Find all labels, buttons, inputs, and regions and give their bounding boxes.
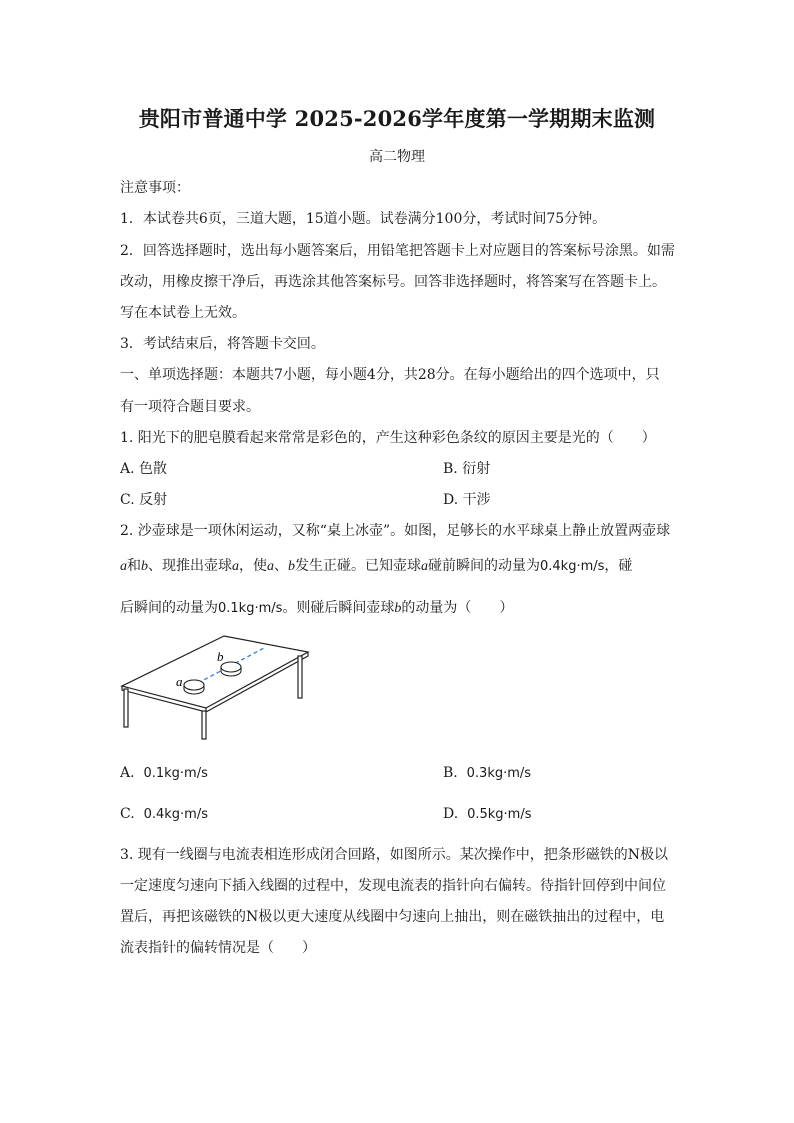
q1-option-a: A. 色散 bbox=[120, 461, 168, 477]
q2-stem-line-2 bbox=[120, 555, 632, 575]
q2-option-b bbox=[443, 765, 531, 781]
q1-stem: 1. 阳光下的肥皂膜看起来常常是彩色的，产生这种彩色条纹的原因主要是光的（ ） bbox=[120, 430, 656, 446]
q2-option-c bbox=[120, 806, 208, 822]
q1-option-c: C. 反射 bbox=[120, 492, 168, 508]
note-2-line-3: 写在本试卷上无效。 bbox=[120, 305, 246, 321]
var-b: b bbox=[141, 559, 148, 574]
option-letter: C. bbox=[120, 806, 135, 822]
section-1-heading-line-1: 一、单项选择题：本题共7小题，每小题4分，共28分。在每小题给出的四个选项中，只 bbox=[120, 367, 660, 383]
notes-heading: 注意事项： bbox=[120, 180, 190, 196]
q2-text: 。则碰后瞬间壶球 bbox=[282, 600, 395, 616]
var-b: b bbox=[394, 601, 402, 616]
var-a: a bbox=[421, 559, 428, 574]
q2-stem-line-1: 2. 沙壶球是一项休闲运动，又称“桌上冰壶”。如图，足够长的水平球桌上静止放置两壶球 bbox=[120, 523, 671, 539]
note-3: 3．考试结束后，将答题卡交回。 bbox=[120, 336, 325, 352]
exam-title: 贵阳市普通中学 2025-2026学年度第一学期期末监测 bbox=[138, 106, 656, 131]
q2-text: 发生正碰。已知壶球 bbox=[295, 558, 421, 574]
q2-text: ，碰 bbox=[604, 558, 633, 574]
section-1-heading-line-2: 有一项符合题目要求。 bbox=[120, 399, 260, 415]
note-2-line-2: 改动，用橡皮擦干净后，再选涂其他答案标号。回答非选择题时，将答案写在答题卡上。 bbox=[120, 274, 666, 290]
q2-text: ，使 bbox=[239, 558, 267, 574]
var-b: b bbox=[288, 559, 295, 574]
q2-option-a bbox=[120, 765, 208, 781]
q2-text: 碰前瞬间的动量为 bbox=[428, 558, 540, 574]
q2-option-d bbox=[443, 806, 532, 822]
q1-option-d: D. 干涉 bbox=[443, 492, 491, 508]
puck-a bbox=[184, 680, 204, 694]
option-value: 0.3kg·m/s bbox=[466, 766, 532, 781]
q3-stem-line-4: 流表指针的偏转情况是（ ） bbox=[120, 940, 316, 956]
var-a: a bbox=[232, 559, 239, 574]
option-letter: B. bbox=[443, 765, 458, 781]
q2-stem-line-3 bbox=[120, 597, 513, 617]
option-value: 0.1kg·m/s bbox=[143, 766, 208, 781]
q3-stem-line-2: 一定速度匀速向下插入线圈的过程中，发现电流表的指针向右偏转。待指针回停到中间位 bbox=[120, 878, 666, 894]
q3-stem-line-1: 3. 现有一线圈与电流表相连形成闭合回路，如图所示。某次操作中，把条形磁铁的N极以 bbox=[120, 847, 669, 863]
puck-b bbox=[221, 662, 241, 676]
note-1: 1．本试卷共6页，三道大题，15道小题。试卷满分100分，考试时间75分钟。 bbox=[120, 211, 607, 227]
option-value: 0.4kg·m/s bbox=[143, 807, 208, 822]
curling-table-figure bbox=[118, 634, 318, 744]
momentum-value: 0.4kg·m/s bbox=[540, 559, 605, 574]
q2-text: 的动量为（ ） bbox=[401, 600, 514, 616]
q3-stem-line-3: 置后，再把该磁铁的N极以更大速度从线圈中匀速向上抽出，则在磁铁抽出的过程中，电 bbox=[120, 909, 665, 925]
option-letter: D. bbox=[443, 806, 459, 822]
note-2-line-1: 2．回答选择题时，选出每小题答案后，用铅笔把答题卡上对应题目的答案标号涂黑。如需 bbox=[120, 243, 675, 259]
option-letter: A. bbox=[120, 765, 135, 781]
exam-subject: 高二物理 bbox=[369, 149, 425, 165]
q2-text: 和 bbox=[127, 558, 141, 574]
q1-option-b: B. 衍射 bbox=[443, 461, 491, 477]
momentum-value: 0.1kg·m/s bbox=[218, 601, 283, 616]
option-value: 0.5kg·m/s bbox=[467, 807, 532, 822]
q2-text: 、现推出壶球 bbox=[148, 558, 232, 574]
q2-text: 、 bbox=[274, 558, 288, 574]
label-a: a bbox=[176, 674, 183, 689]
label-b: b bbox=[217, 649, 224, 664]
q2-text: 后瞬间的动量为 bbox=[120, 600, 218, 616]
var-a: a bbox=[267, 559, 274, 574]
var-a: a bbox=[120, 559, 127, 574]
